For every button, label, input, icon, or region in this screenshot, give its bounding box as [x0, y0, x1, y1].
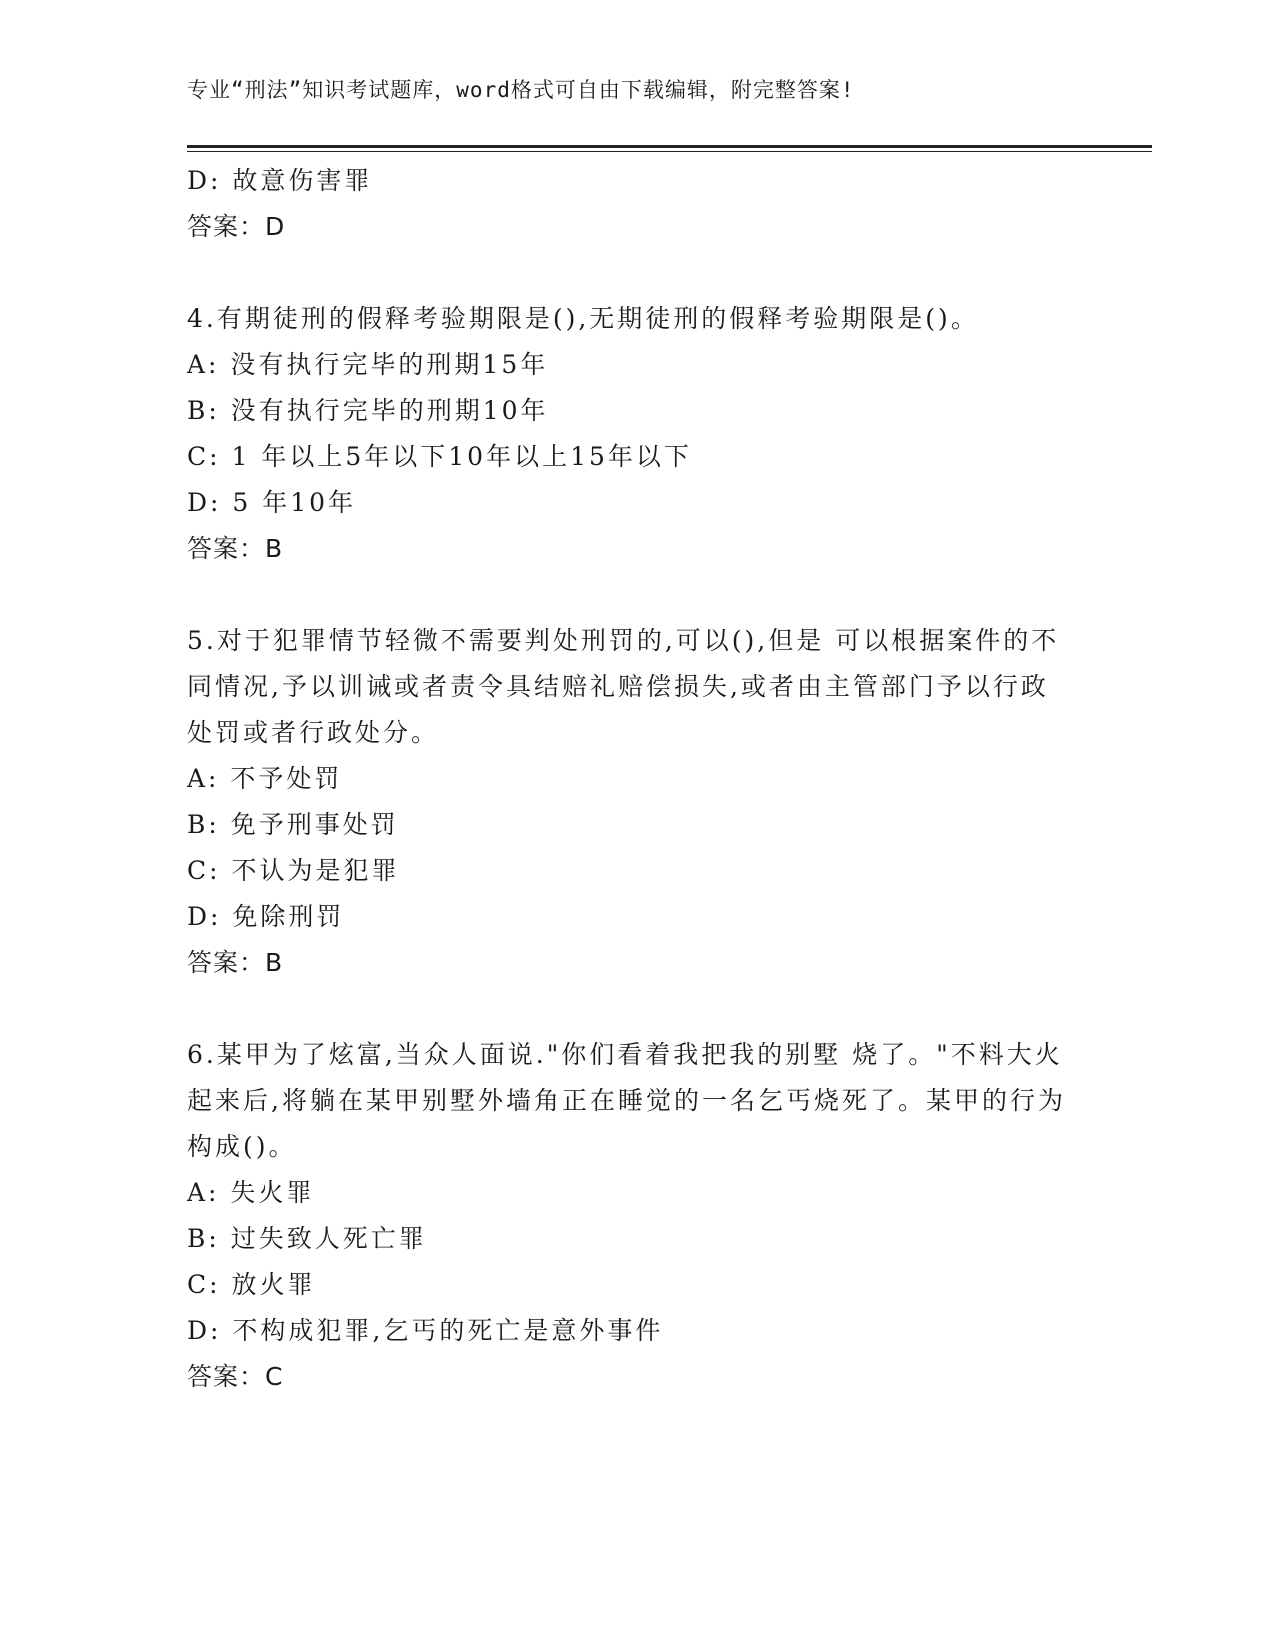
option-c: C: 放火罪 — [187, 1270, 316, 1299]
question-4 — [187, 296, 1087, 572]
question-text: 4.有期徒刑的假释考验期限是(),无期徒刑的假释考验期限是()。 — [187, 304, 979, 333]
previous-question-tail — [187, 158, 1087, 250]
option-d: D: 不构成犯罪,乞丐的死亡是意外事件 — [187, 1316, 664, 1345]
option-d: D: 免除刑罚 — [187, 902, 345, 931]
header-divider-thin — [187, 151, 1152, 152]
answer: 答案：D — [187, 212, 286, 241]
question-6 — [187, 1032, 1087, 1400]
option-a: A: 不予处罚 — [187, 764, 343, 793]
question-5 — [187, 618, 1087, 986]
document-body — [187, 158, 1087, 1400]
option-b: B: 免予刑事处罚 — [187, 810, 399, 839]
option-c: C: 不认为是犯罪 — [187, 856, 400, 885]
question-text: 6.某甲为了炫富,当众人面说."你们看着我把我的别墅 烧了。"不料大火起来后,将躺在某甲别墅外墙角正在睡觉的一名乞丐烧死了。某甲的行为构成()。 — [187, 1040, 1066, 1161]
answer: 答案：B — [187, 534, 284, 563]
question-text: 5.对于犯罪情节轻微不需要判处刑罚的,可以(),但是 可以根据案件的不同情况,予以训诫或者责令具结赔礼赔偿损失,或者由主管部门予以行政处罚或者行政处分。 — [187, 626, 1060, 747]
option-d: D: 5 年10年 — [187, 488, 357, 517]
option-a: A: 没有执行完毕的刑期15年 — [187, 350, 549, 379]
option-b: B: 过失致人死亡罪 — [187, 1224, 427, 1253]
option-d: D: 故意伤害罪 — [187, 166, 373, 195]
header-divider-thick — [187, 145, 1152, 148]
answer: 答案：B — [187, 948, 284, 977]
option-a: A: 失火罪 — [187, 1178, 315, 1207]
option-b: B: 没有执行完毕的刑期10年 — [187, 396, 549, 425]
answer: 答案：C — [187, 1362, 284, 1391]
page-header: 专业“刑法”知识考试题库，word格式可自由下载编辑，附完整答案! — [187, 78, 855, 102]
option-c: C: 1 年以上5年以下10年以上15年以下 — [187, 442, 692, 471]
